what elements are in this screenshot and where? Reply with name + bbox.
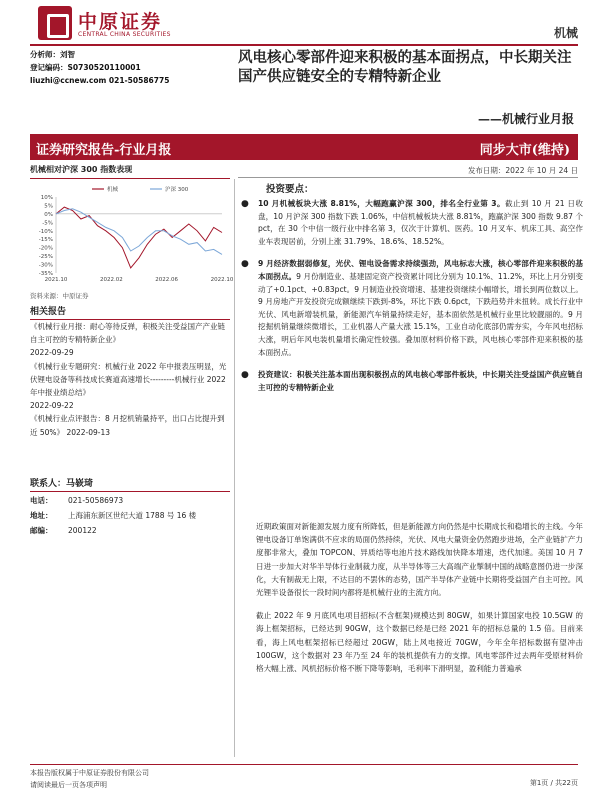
y-tick-label: -30% [38, 262, 53, 269]
logo-mark-icon [38, 6, 72, 40]
x-tick-label: 2022.10 [210, 277, 234, 283]
page-number: 第1页 / 共22页 [529, 779, 578, 787]
y-tick-label: -10% [38, 228, 53, 235]
logo-cn-text: 中原证券 [78, 11, 163, 33]
legend-label: 机械 [107, 187, 119, 193]
zip-label: 邮编： [30, 526, 53, 535]
bullet-icon: ● [241, 259, 249, 270]
report-banner [30, 134, 578, 160]
key-point-text: 9 月份制造业、基建固定资产投资累计同比分别为 10.1%、11.2%，环比上月分别变动了+0.1pct、+0.83pct。9 月制造业投资增速、基建投资继续小幅增长，增长到两位数以上。9 月房地产开发投资完成额继续下跌到-8%，环比下跌 0.6pct，下跌趋势并未扭转。成长行业中光伏、风电新增装机量，新能源汽车销量持续走好，基本面依然是机械行业里比较靓丽的。9 月挖掘机销量继续微增长，工业机器人产量大涨 15.1%，工业自动化底部仍需夯实，今年风电招标大涨，明后年风电装机量增长确定性较强。叠加原材料价格下跌，风电核心零部件迎来积极的基本面拐点。 [258, 271, 584, 357]
x-tick-label: 2022.02 [99, 277, 123, 283]
analyst-name: 分析师：刘智 [30, 50, 75, 59]
related-list [30, 320, 230, 439]
y-tick-label: 10% [40, 195, 53, 201]
footer-divider [30, 764, 578, 765]
address-label: 地址： [30, 511, 53, 520]
zip-value: 200122 [68, 526, 97, 535]
industry-tag: 机械 [553, 26, 578, 40]
key-point [238, 198, 583, 248]
chart-source: 资料来源：中原证券 [30, 292, 89, 300]
y-tick-label: -25% [38, 254, 53, 261]
related-heading: 相关报告 [30, 304, 230, 320]
series-line-0 [56, 207, 222, 268]
y-tick-label: 5% [44, 203, 53, 210]
phone-label: 电话： [30, 496, 53, 505]
performance-chart [30, 181, 234, 289]
y-tick-label: -5% [42, 220, 53, 227]
y-tick-label: -20% [38, 245, 53, 252]
y-tick-label: -15% [38, 237, 53, 244]
related-item-text[interactable]: 《机械行业点评报告：8 月挖机销量持平，出口占比提升到近 50%》 [30, 414, 225, 437]
key-point-title: 10 月机械板块大涨 8.81%，大幅跑赢沪深 300，排名全行业第 3。 [258, 199, 505, 208]
chart-heading: 机械相对沪深 300 指数表现 [30, 165, 133, 174]
publish-date: 发布日期：2022 年 10 月 24 日 [467, 166, 578, 175]
related-item-text[interactable]: 《机械行业月报：耐心等待反弹，积极关注受益国产产业链自主可控的专精特新企业》 [30, 322, 225, 345]
key-point-text: 截止到 10 月 21 日收盘，10 月沪深 300 指数下跌 1.06%，中信机械板块大涨 8.81%，跑赢沪深 300 指数 9.87 个 pct，在 30 个中信一级行业中排名第 3，仅次于计算机、医药。10 月叉车、机床工具、高空作业车表现居前，分别上涨 31.79%、18.6%、18.52%。 [258, 199, 583, 246]
analyst-registration: 登记编码：S0730520110001 [30, 63, 141, 72]
contact-info [30, 493, 230, 538]
related-item[interactable] [30, 320, 230, 360]
company-logo [38, 6, 184, 42]
related-item[interactable] [30, 412, 230, 438]
x-tick-label: 2022.06 [155, 277, 179, 283]
legend-label: 沪深 300 [165, 187, 189, 193]
report-title: 风电核心零部件迎来积极的基本面拐点，中长期关注国产供应链安全的专精特新企业 [238, 49, 572, 85]
related-item-date: 2022-09-13 [66, 427, 111, 437]
phone-value: 021-50586973 [68, 496, 124, 505]
key-point-title: 投资建议：积极关注基本面出现积极拐点的风电核心零部件板块，中长期关注受益国产供应链自主可控的专精特新企业 [258, 370, 583, 392]
related-item[interactable] [30, 360, 230, 413]
y-tick-label: -35% [38, 271, 53, 277]
series-line-1 [56, 209, 222, 255]
copyright: 本报告版权属于中原证券股份有限公司 [30, 769, 149, 777]
address-value: 上海浦东新区世纪大道 1788 号 16 楼 [68, 511, 197, 520]
related-item-text[interactable]: 《机械行业专题研究：机械行业 2022 年中报表压明显，光伏锂电设备等科技成长赛道高速增长---------机械行业 2022 年中报业绩总结》 [30, 361, 227, 398]
body-paragraph: 近期政策面对新能源发展力度有所降低，但是新能源方向仍然是中长期成长和稳增长的主线。今年锂电设备订单饱满供不应求的局面仍然持续，光伏、风电大量资金仍然跑步进场，全产业链扩产力度都非常大，叠加 TOPCON、异质结等电池片技术路线加快降本增速，迭代加速。美国 10 月 7 日进一步加大对华半导体行业制裁力度，从半导体等三大高端产业掣制中国的战略意图仍进一步深化，大有制裁无上限，不达目的不罢休的态势，国产半导体产业链中长期将受益国产自主可控。风光锂半设备很长一段时间内都将是机械行业的主流方向。 [256, 522, 583, 598]
x-tick-label: 2021.10 [44, 277, 68, 283]
contact-heading: 联系人：马嵚琦 [30, 476, 230, 492]
disclaimer-link[interactable]: 请阅读最后一页各项声明 [30, 781, 107, 789]
report-subtitle: ——机械行业月报 [477, 112, 574, 126]
header-divider [30, 44, 578, 46]
logo-en-text: CENTRAL CHINA SECURITIES [78, 31, 171, 38]
related-item-date: 2022-09-22 [30, 401, 74, 411]
column-divider [234, 179, 235, 757]
bullet-icon: ● [241, 199, 249, 209]
publish-divider [238, 177, 578, 178]
key-points-heading: 投资要点： [266, 184, 314, 195]
rating: 同步大市(维持) [479, 143, 570, 158]
key-point-title: 9 月经济数据弱修复，光伏、锂电设备需求持续强劲，风电标志大涨，核心零部件迎来积极的基本面拐点。 [258, 259, 583, 281]
analyst-contact: liuzhi@ccnew.com 021-50586775 [30, 76, 170, 85]
key-point [238, 369, 583, 394]
bullet-icon: ● [241, 370, 249, 381]
chart-heading-divider [30, 178, 230, 179]
footer-notice [30, 767, 149, 791]
key-points-list [238, 198, 583, 404]
body-paragraph: 截止 2022 年 9 月底风电项目招标(不含框架)规模达到 80GW，如果计算国家电投 10.5GW 的海上框架招标，已经达到 90GW，这个数据已经是已经 2021 年的招标总量的 1.5 倍。目前来看，海上风电框架招标已经超过 20GW，陆上风电接近 70GW，今年全年招标数据有望冲击 100GW，这个数据对 23 年乃至 24 年的装机提供有力的支撑。风电零部件过去两年受原材料价格大幅上涨、风机招标价格不断下降等影响，毛利率下滑明显，盈利能力普遍承 [256, 611, 583, 674]
analyst-info [30, 48, 230, 87]
related-item-date: 2022-09-29 [30, 348, 74, 358]
report-type: 证券研究报告-行业月报 [36, 143, 172, 158]
y-tick-label: 0% [44, 211, 53, 218]
key-point [238, 258, 583, 359]
body-text [256, 520, 583, 685]
